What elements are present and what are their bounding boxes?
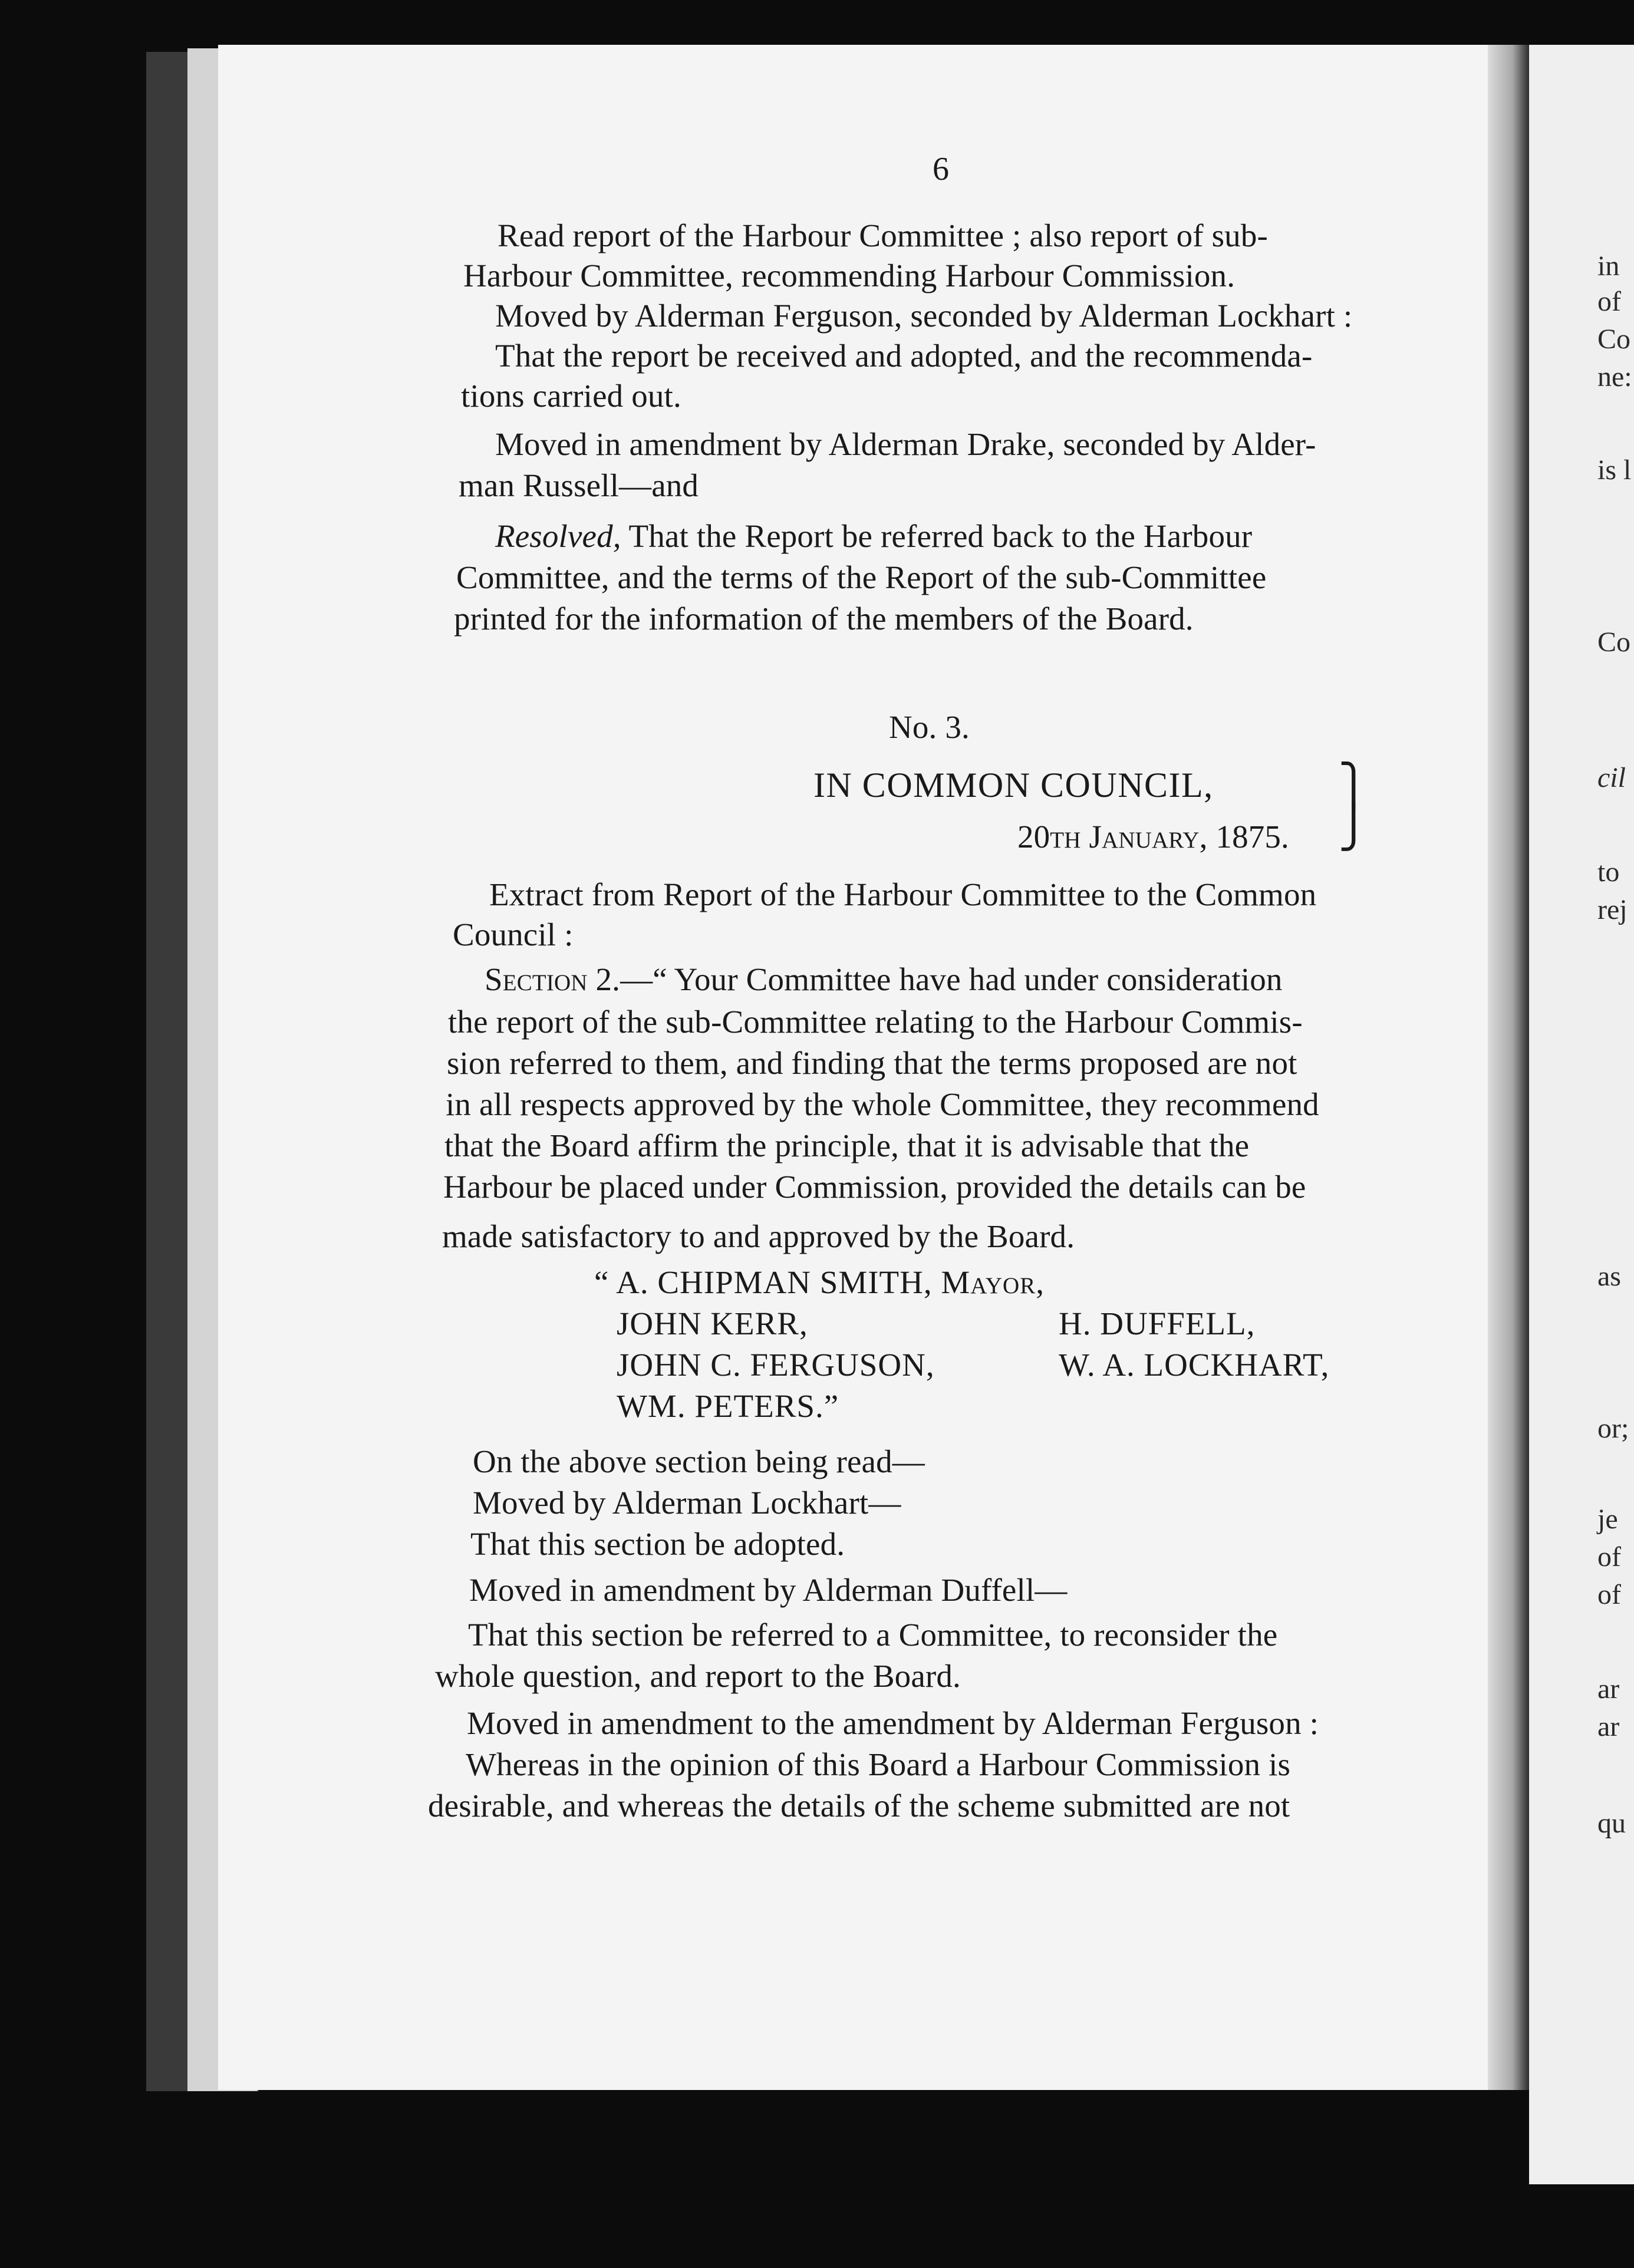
margin-fragment: je [1597, 1504, 1618, 1535]
resolved-line: printed for the information of the members of the Board. [454, 601, 1194, 637]
mayor-name: “ A. CHIPMAN SMITH, [594, 1264, 933, 1300]
margin-fragment: of [1597, 1541, 1621, 1573]
section-line: that the Board affirm the principle, that it is advisable that the [444, 1128, 1250, 1163]
signature-name: H. DUFFELL, [1059, 1306, 1256, 1341]
section-line: the report of the sub-Committee relating to the Harbour Commis- [448, 1004, 1303, 1040]
section-line: Harbour be placed under Commission, provided the details can be [443, 1169, 1306, 1205]
resolved-text: That the Report be referred back to the Harbour [621, 518, 1253, 554]
proceedings-line: On the above section being read— [473, 1443, 925, 1479]
margin-fragment: ne: [1597, 361, 1632, 393]
page-gutter [1488, 45, 1529, 2090]
extract-line: Extract from Report of the Harbour Committee to the Common [489, 876, 1317, 912]
proceedings-line: whole question, and report to the Board. [435, 1658, 961, 1694]
section-line: in all respects approved by the whole Committee, they recommend [446, 1086, 1319, 1122]
margin-fragment: is l [1597, 454, 1632, 486]
section-number-heading: No. 3. [889, 709, 970, 745]
heading-brace-bottom: ⎭ [1338, 805, 1369, 850]
intro-line: man Russell—and [459, 467, 699, 503]
resolved-word: Resolved, [495, 518, 621, 554]
margin-fragment: in [1597, 250, 1620, 282]
page-number: 6 [933, 151, 949, 187]
margin-fragment: or; [1597, 1413, 1629, 1444]
signature-name: W. A. LOCKHART, [1059, 1347, 1330, 1383]
proceedings-line: Moved in amendment to the amendment by Alderman Ferguson : [467, 1705, 1319, 1741]
proceedings-line: That this section be adopted. [470, 1526, 845, 1562]
intro-line: Harbour Committee, recommending Harbour Commission. [463, 258, 1236, 294]
right-page-cropped [1529, 45, 1634, 2184]
section-line: made satisfactory to and approved by the Board. [442, 1218, 1075, 1254]
signature-name: WM. PETERS.” [617, 1388, 839, 1424]
margin-fragment: ar [1597, 1711, 1620, 1742]
proceedings-line: desirable, and whereas the details of the scheme submitted are not [428, 1788, 1290, 1824]
margin-fragment: Co [1597, 324, 1631, 355]
margin-fragment: as [1597, 1261, 1621, 1292]
margin-fragment: cil [1597, 762, 1626, 793]
section-text: —“ Your Committee have had under consideration [620, 961, 1283, 997]
section-line: sion referred to them, and finding that the terms proposed are not [447, 1045, 1297, 1081]
margin-fragment: of [1597, 286, 1621, 317]
signature-mayor [594, 1262, 1045, 1303]
extract-line: Council : [453, 917, 574, 952]
intro-line: That the report be received and adopted, and the recommenda- [495, 338, 1313, 374]
intro-line: Moved by Alderman Ferguson, seconded by Alderman Lockhart : [495, 298, 1353, 334]
proceedings-line: Whereas in the opinion of this Board a Harbour Commission is [466, 1746, 1291, 1782]
margin-fragment: qu [1597, 1808, 1626, 1839]
resolved-line [495, 516, 1252, 556]
intro-line: Moved in amendment by Alderman Drake, seconded by Alder- [495, 426, 1316, 462]
resolved-line: Committee, and the terms of the Report of the sub-Committee [456, 559, 1267, 595]
proceedings-line: That this section be referred to a Committee, to reconsider the [468, 1617, 1278, 1653]
margin-fragment: Co [1597, 627, 1631, 658]
section-first-line [485, 960, 1283, 1000]
heading-brace-top: ⎫ [1338, 764, 1369, 809]
mayor-title: Mayor, [941, 1264, 1045, 1300]
council-heading: IN COMMON COUNCIL, [813, 766, 1214, 805]
proceedings-line: Moved by Alderman Lockhart— [473, 1485, 901, 1521]
margin-fragment: of [1597, 1579, 1621, 1610]
section-label: Section 2. [485, 961, 621, 997]
margin-fragment: rej [1597, 894, 1628, 925]
intro-line: Read report of the Harbour Committee ; also report of sub- [498, 217, 1268, 253]
signature-name: JOHN C. FERGUSON, [617, 1347, 935, 1383]
council-date: 20th January, 1875. [1017, 819, 1289, 855]
proceedings-line: Moved in amendment by Alderman Duffell— [469, 1572, 1068, 1608]
margin-fragment: to [1597, 856, 1620, 888]
intro-line: tions carried out. [461, 378, 681, 414]
margin-fragment: ar [1597, 1673, 1620, 1705]
signature-name: JOHN KERR, [617, 1306, 808, 1341]
